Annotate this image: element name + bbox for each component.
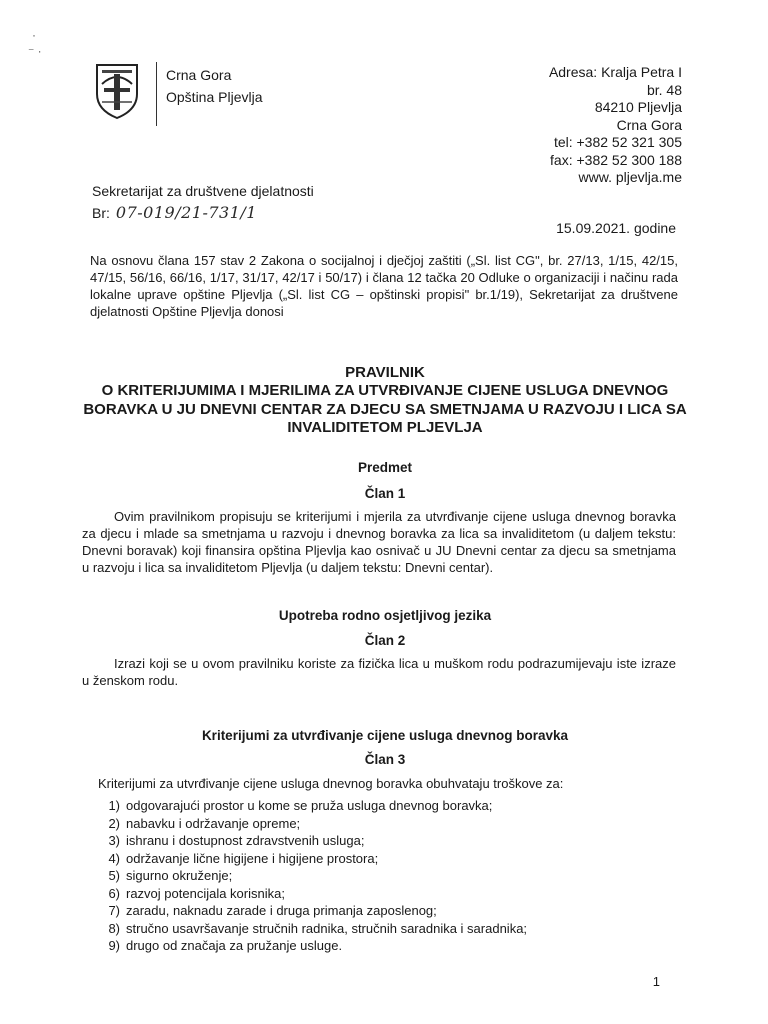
header-divider [156, 62, 157, 126]
list-item [96, 902, 527, 920]
list-item [96, 867, 527, 885]
criteria-list [96, 797, 527, 955]
preamble-text: Na osnovu člana 157 stav 2 Zakona o socijalnoj i dječjoj zaštiti („Sl. list CG", br. 27/13, 1/15, 42/15, 47/15, 56/16, 66/16, 1/17, 31/17, 42/17 i 50/17) i člana 12 tačka 20 Odluke o organizaciji i načinu rada lokalne uprave opštine Pljevlja („Sl. list CG – opštinski propisi" br.1/19), Sekretarijat za društvene djelatnosti Opštine Pljevlja donosi [90, 253, 678, 319]
section-heading: Kriterijumi za utvrđivanje cijene usluga dnevnog boravka [201, 728, 569, 743]
list-text: drugo od značaja za pružanje usluge. [126, 938, 343, 953]
list-text: stručno usavršavanje stručnih radnika, stručnih saradnika i saradnika; [126, 920, 528, 936]
article-number: Član 3 [364, 752, 406, 767]
list-number: 2) [108, 815, 120, 831]
list-text: zaradu, naknadu zarade i druga primanja zaposlenog; [126, 903, 437, 918]
section-heading: Upotreba rodno osjetljivog jezika [278, 608, 492, 623]
phone-line: tel: +382 52 321 305 [553, 134, 682, 150]
organization-name [166, 64, 263, 108]
list-text: odgovarajući prostor u kome se pruža usluga dnevnog boravka; [126, 798, 493, 813]
document-title: PRAVILNIK [345, 364, 425, 381]
document-date: 15.09.2021. godine [556, 220, 676, 236]
list-text: nabavku i održavanje opreme; [126, 815, 301, 831]
country-name: Crna Gora [166, 67, 232, 83]
list-item [96, 850, 527, 868]
list-number: 5) [108, 868, 120, 883]
address-block [549, 64, 682, 187]
address-line: br. 48 [646, 81, 682, 98]
article-number: Član 1 [364, 486, 406, 501]
list-text: sigurno okruženje; [126, 868, 233, 883]
list-number: 9) [108, 938, 120, 953]
address-line: Crna Gora [616, 116, 682, 133]
secretariat-name: Sekretarijat za društvene djelatnosti [92, 183, 314, 199]
list-text: ishranu i dostupnost zdravstvenih usluga; [126, 833, 365, 848]
list-text: razvoj potencijala korisnika; [126, 885, 285, 901]
list-item [96, 885, 527, 903]
fax-line: fax: +382 52 300 188 [550, 151, 682, 168]
article-text: Kriterijumi za utvrđivanje cijene usluga dnevnog boravka obuhvataju troškove za: [98, 776, 564, 791]
list-number: 8) [108, 920, 120, 936]
section-heading: Predmet [357, 460, 413, 475]
page-number: 1 [652, 974, 660, 989]
registration-handwritten: 07-019/21-731/1 [115, 203, 257, 222]
address-line: 84210 Pljevlja [594, 99, 682, 115]
article-number: Član 2 [364, 633, 406, 648]
list-item [96, 832, 527, 850]
list-item [96, 797, 527, 815]
municipal-crest-icon [94, 62, 140, 120]
list-item [96, 937, 527, 955]
list-item [96, 920, 527, 938]
article-text: Izrazi koji se u ovom pravilniku koriste za fizička lica u muškom rodu podrazumijevaju iste izraze u ženskom rodu. [82, 656, 676, 688]
document-subtitle: O KRITERIJUMIMA I MJERILIMA ZA UTVRĐIVANJE CIJENE USLUGA DNEVNOG BORAVKA U JU DNEVNI CENTAR ZA DJECU SA SMETNJAMA U RAZVOJU I LICA SA INVALIDITETOM PLJEVLJA [83, 382, 687, 436]
scan-speck: · [32, 28, 36, 42]
list-item [96, 815, 527, 833]
address-line: Adresa: Kralja Petra I [548, 64, 682, 80]
scan-speck: ⁻ · [28, 44, 42, 58]
list-number: 4) [108, 850, 120, 866]
list-number: 1) [108, 798, 120, 813]
list-number: 7) [108, 903, 120, 918]
website-line: www. pljevlja.me [578, 169, 682, 185]
list-number: 6) [108, 885, 120, 901]
municipality-name: Opština Pljevlja [166, 89, 263, 105]
registration-label: Br: [92, 205, 110, 221]
registration-number [92, 203, 257, 222]
list-number: 3) [108, 833, 120, 848]
article-text: Ovim pravilnikom propisuju se kriterijumi i mjerila za utvrđivanje cijene usluga dnevnog boravka za djecu i mlade sa smetnjama u razvoju i dnevnog boravka za lica sa invaliditetom (u daljem tekstu: Dnevni boravak) koji finansira opština Pljevlja kao osnivač u JU Dnevni centar za djecu sa smetnjama u razvoju i lica sa invaliditetom Pljevlja (u daljem tekstu: Dnevni centar). [82, 509, 676, 575]
list-text: održavanje lične higijene i higijene prostora; [126, 850, 379, 866]
